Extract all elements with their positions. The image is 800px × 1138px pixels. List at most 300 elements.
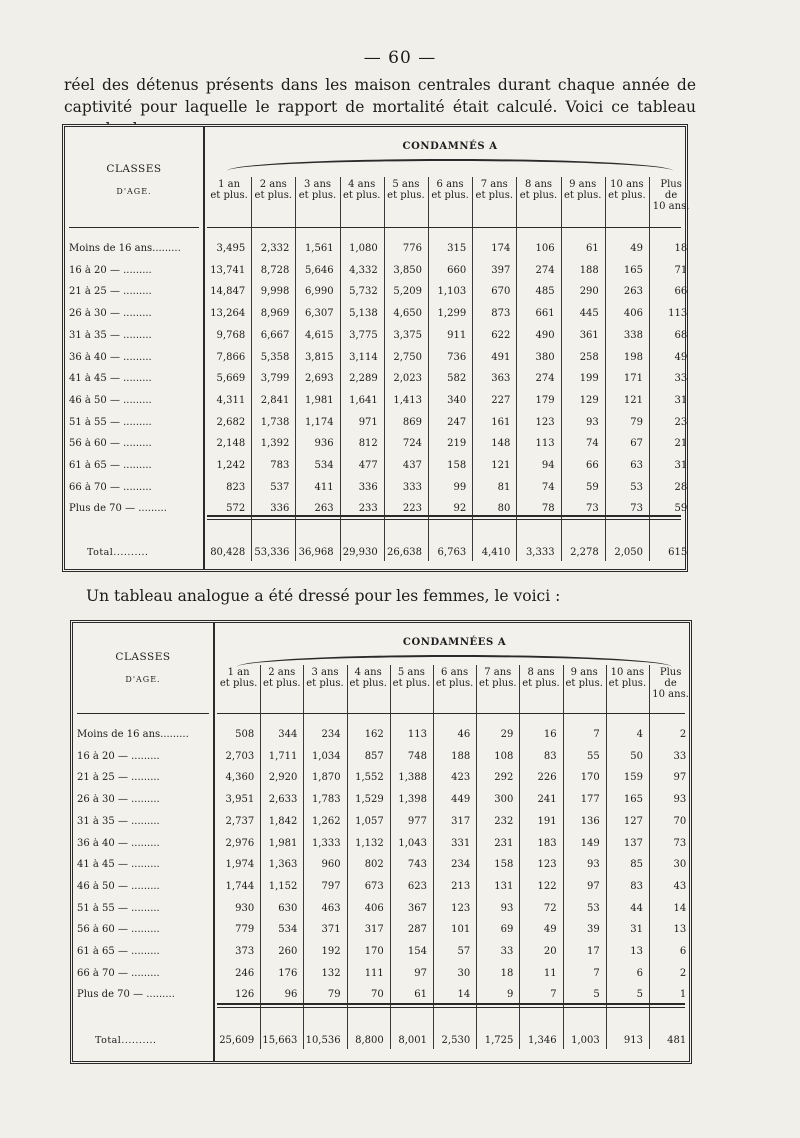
table-cell: 31 (674, 394, 688, 406)
table-cell: 2,148 (216, 438, 246, 450)
table-cell: 930 (235, 902, 255, 914)
table-cell: 70 (371, 989, 384, 1001)
table-cell: 5,358 (260, 351, 290, 363)
table-cell: 397 (491, 264, 511, 276)
row-label: 36 à 40 — ......... (69, 351, 152, 363)
table-cell: 97 (414, 967, 427, 979)
column-header: 8 ans et plus. (522, 667, 560, 689)
table-cell: 126 (235, 989, 255, 1001)
column-header: 4 ans et plus. (349, 667, 387, 689)
table-cell: 5,209 (393, 286, 422, 298)
table-cell: 1,363 (268, 859, 298, 871)
table-cell: 1,152 (268, 880, 298, 892)
table-cell: 7,866 (216, 351, 246, 363)
table-cell: 132 (321, 967, 341, 979)
table-cell: 85 (630, 859, 643, 871)
table-cell: 61 (586, 243, 599, 254)
page-number: — 60 — (363, 48, 437, 68)
table-cell: 776 (402, 243, 422, 254)
group-brace (227, 159, 673, 171)
table-cell: 797 (321, 880, 341, 892)
column-header: 1 an et plus. (210, 179, 248, 201)
table-cell: 67 (630, 438, 643, 450)
table-cell: 2,289 (349, 373, 378, 385)
total-cell: 3,333 (525, 547, 555, 558)
table-cell: 2,693 (304, 373, 334, 385)
table-cell: 23 (674, 416, 688, 428)
table-cell: 33 (500, 946, 514, 957)
row-label: 31 à 35 — ......... (69, 329, 152, 341)
table-cell: 30 (673, 859, 687, 871)
table-cell: 33 (674, 373, 688, 385)
table-cell: 44 (630, 902, 643, 914)
table-cell: 367 (407, 902, 427, 914)
table-cell: 148 (491, 438, 511, 450)
table-cell: 2,750 (393, 351, 422, 363)
table-cell: 1,174 (304, 416, 334, 428)
table-cell: 127 (623, 815, 643, 827)
table-cell: 80 (497, 503, 511, 515)
column-header: 7 ans et plus. (475, 179, 514, 201)
classes-label: CLASSES (115, 651, 171, 663)
table-cell: 14 (673, 902, 687, 914)
table-cell: 179 (535, 394, 555, 406)
column-header: 3 ans et plus. (298, 179, 337, 201)
table-cell: 1,242 (216, 460, 246, 471)
table-cell: 72 (543, 902, 557, 914)
table-cell: 121 (491, 460, 511, 471)
row-label: 41 à 45 — ......... (77, 859, 160, 871)
table-cell: 4 (636, 729, 643, 740)
table-cell: 1,299 (437, 308, 467, 320)
table-cell: 165 (623, 794, 643, 806)
table-cell: 274 (535, 373, 555, 385)
table-cell: 802 (364, 859, 384, 871)
table-cell: 96 (284, 989, 298, 1001)
table-cell: 331 (451, 837, 471, 849)
total-cell: 615 (668, 547, 688, 558)
table-cell: 73 (586, 503, 599, 515)
column-header: 2 ans et plus. (254, 179, 293, 201)
table-cell: 57 (457, 946, 471, 957)
total-cell: 4,410 (481, 547, 511, 558)
table-cell: 260 (278, 946, 298, 957)
table-cell: 661 (535, 308, 555, 320)
table-cell: 18 (674, 243, 688, 254)
row-label: 51 à 55 — ......... (77, 902, 160, 914)
row-label: 36 à 40 — ......... (77, 837, 160, 849)
column-header: 10 ans et plus. (608, 179, 646, 201)
total-cell: 15,663 (262, 1035, 298, 1046)
row-label: 21 à 25 — ......... (69, 286, 152, 298)
table-cell: 363 (491, 373, 511, 385)
table-cell: 823 (226, 481, 246, 493)
table-cell: 2,841 (260, 394, 290, 406)
table-cell: 14 (457, 989, 471, 1001)
column-header: 6 ans et plus. (435, 667, 474, 689)
table-cell: 1,529 (355, 794, 384, 806)
table-cell: 69 (500, 924, 514, 936)
table-cell: 9,768 (216, 329, 246, 341)
table-cell: 99 (453, 481, 467, 493)
column-header: 6 ans et plus. (431, 179, 469, 201)
table-cell: 247 (447, 416, 467, 428)
table-cell: 113 (668, 308, 688, 320)
table-cell: 55 (587, 750, 600, 762)
table-cell: 263 (623, 286, 643, 298)
table-cell: 743 (407, 859, 427, 871)
column-header: 2 ans et plus. (263, 667, 301, 689)
table-cell: 101 (451, 924, 471, 936)
table-cell: 1,842 (268, 815, 298, 827)
table-cell: 50 (630, 750, 643, 762)
table-cell: 1,388 (398, 772, 427, 784)
table-cell: 18 (500, 967, 514, 979)
table-cell: 170 (580, 772, 600, 784)
total-separator (207, 515, 681, 517)
table-cell: 449 (451, 794, 471, 806)
table-cell: 936 (314, 438, 334, 450)
table-cell: 63 (630, 460, 643, 471)
table-cell: 977 (407, 815, 427, 827)
table-cell: 46 (457, 729, 471, 740)
table-cell: 5,732 (349, 286, 378, 298)
row-label: 16 à 20 — ......... (77, 750, 160, 762)
table-cell: 2,633 (268, 794, 298, 806)
column-header: 9 ans et plus. (565, 667, 603, 689)
total-cell: 8,800 (355, 1035, 384, 1046)
table-cell: 8,969 (260, 308, 290, 320)
table-cell: 1,870 (311, 772, 341, 784)
classes-label: CLASSES (106, 163, 162, 175)
table-cell: 338 (623, 329, 643, 341)
row-label: Moins de 16 ans......... (69, 243, 181, 254)
table-cell: 31 (674, 460, 688, 471)
table-cell: 176 (278, 967, 298, 979)
table-cell: 9 (507, 989, 514, 1001)
header-underline (207, 227, 681, 228)
table-cell: 582 (447, 373, 467, 385)
table-cell: 74 (586, 438, 599, 450)
table-cell: 724 (402, 438, 422, 450)
table-cell: 491 (491, 351, 511, 363)
total-cell: 2,050 (614, 547, 643, 558)
table-cell: 258 (579, 351, 599, 363)
table-cell: 1,974 (225, 859, 255, 871)
table-cell: 3,775 (349, 329, 378, 341)
total-cell: 10,536 (305, 1035, 341, 1046)
column-header: 8 ans et plus. (519, 179, 558, 201)
table-cell: 971 (358, 416, 378, 428)
table-cell: 673 (364, 880, 384, 892)
table-cell: 49 (674, 351, 688, 363)
table-cell: 159 (623, 772, 643, 784)
table-cell: 630 (278, 902, 298, 914)
table-cell: 49 (543, 924, 557, 936)
table-cell: 53 (630, 481, 643, 493)
table-cell: 3,799 (260, 373, 290, 385)
table-cell: 191 (537, 815, 557, 827)
total-separator-2 (217, 1007, 685, 1008)
total-cell: 6,763 (437, 547, 467, 558)
table-cell: 188 (579, 264, 599, 276)
table-cell: 437 (402, 460, 422, 471)
total-cell: 1,725 (484, 1035, 514, 1046)
table-cell: 911 (447, 329, 467, 341)
table-cell: 53 (587, 902, 600, 914)
table-cell: 7 (593, 729, 600, 740)
row-label: 16 à 20 — ......... (69, 264, 152, 276)
table-cell: 92 (453, 503, 467, 515)
total-cell: 1,003 (571, 1035, 600, 1046)
total-cell: 1,346 (527, 1035, 557, 1046)
classes-header-rule (77, 713, 209, 714)
table-cell: 287 (407, 924, 427, 936)
table-cell: 290 (579, 286, 599, 298)
table-cell: 61 (414, 989, 427, 1001)
table-cell: 174 (491, 243, 511, 254)
table-cell: 13 (673, 924, 687, 936)
classes-header-rule (69, 227, 199, 228)
table-cell: 17 (587, 946, 600, 957)
table-cell: 317 (451, 815, 471, 827)
table-cell: 748 (407, 750, 427, 762)
table-cell: 1,641 (349, 394, 378, 406)
table-cell: 113 (407, 729, 427, 740)
table-cell: 113 (535, 438, 555, 450)
row-label: 41 à 45 — ......... (69, 373, 152, 385)
total-cell: 2,530 (441, 1035, 471, 1046)
table-cell: 7 (550, 989, 557, 1001)
table-cell: 1,981 (268, 837, 298, 849)
table-cell: 3,114 (349, 351, 378, 363)
table-cell: 485 (535, 286, 555, 298)
table-cell: 123 (535, 416, 555, 428)
table-cell: 161 (491, 416, 511, 428)
table-cell: 171 (623, 373, 643, 385)
table-cell: 622 (491, 329, 511, 341)
table-cell: 129 (579, 394, 599, 406)
table-cell: 199 (579, 373, 599, 385)
table-cell: 8,728 (260, 264, 290, 276)
table-cell: 226 (537, 772, 557, 784)
table-cell: 234 (451, 859, 471, 871)
table-cell: 2,703 (225, 750, 255, 762)
table-cell: 111 (364, 967, 384, 979)
table-cell: 361 (579, 329, 599, 341)
column-header: Plus de 10 ans. (652, 179, 690, 212)
group-title: CONDAMNÉES A (402, 637, 507, 648)
table-cell: 66 (674, 286, 688, 298)
table-cell: 121 (623, 394, 643, 406)
row-label: Plus de 70 — ......... (69, 503, 167, 515)
age-label: D'AGE. (125, 675, 161, 684)
table-cell: 315 (447, 243, 467, 254)
table-cell: 246 (235, 967, 255, 979)
table-cell: 340 (447, 394, 467, 406)
table-cell: 572 (226, 503, 246, 515)
table-cell: 192 (321, 946, 341, 957)
table-cell: 1,738 (260, 416, 290, 428)
table-cell: 3,375 (393, 329, 422, 341)
table-cell: 783 (270, 460, 290, 471)
table-cell: 336 (270, 503, 290, 515)
total-cell: 29,930 (342, 547, 378, 558)
total-cell: 2,278 (570, 547, 599, 558)
table-cell: 4,650 (393, 308, 422, 320)
total-cell: 25,609 (219, 1035, 255, 1046)
table-cell: 97 (587, 880, 600, 892)
table-cell: 219 (447, 438, 467, 450)
table-cell: 960 (321, 859, 341, 871)
table-cell: 857 (364, 750, 384, 762)
table-cell: 13,264 (210, 308, 246, 320)
table-cell: 170 (364, 946, 384, 957)
table-cell: 5,646 (304, 264, 334, 276)
table-cell: 508 (235, 729, 255, 740)
table-cell: 3,815 (304, 351, 334, 363)
table-cell: 13 (630, 946, 643, 957)
row-label: Plus de 70 — ......... (77, 989, 175, 1001)
total-cell: 80,428 (210, 547, 246, 558)
table-cell: 14,847 (210, 286, 246, 298)
table-cell: 4,360 (225, 772, 255, 784)
total-cell: 8,001 (398, 1035, 427, 1046)
table-cell: 122 (537, 880, 557, 892)
table-cell: 213 (451, 880, 471, 892)
women-table-caption: Un tableau analogue a été dressé pour les femmes, le voici : (86, 587, 561, 605)
table-cell: 4,311 (216, 394, 246, 406)
table-cell: 477 (358, 460, 378, 471)
table-cell: 537 (270, 481, 290, 493)
table-cell: 670 (491, 286, 511, 298)
total-label: Total.......... (87, 547, 149, 558)
table-cell: 7 (593, 967, 600, 979)
table-cell: 20 (543, 946, 557, 957)
table-cell: 93 (500, 902, 514, 914)
total-cell: 481 (667, 1035, 687, 1046)
column-header: 5 ans et plus. (392, 667, 431, 689)
table-cell: 79 (630, 416, 643, 428)
table-cell: 234 (321, 729, 341, 740)
table-cell: 198 (623, 351, 643, 363)
table-cell: 5,138 (349, 308, 378, 320)
table-cell: 1,103 (437, 286, 467, 298)
row-label: 66 à 70 — ......... (77, 967, 160, 979)
table-cell: 2,023 (393, 373, 422, 385)
table-cell: 263 (314, 503, 334, 515)
table-cell: 736 (447, 351, 467, 363)
table-cell: 812 (358, 438, 378, 450)
table-cell: 30 (457, 967, 471, 979)
table-cell: 445 (579, 308, 599, 320)
table-cell: 106 (535, 243, 555, 254)
column-header: 10 ans et plus. (608, 667, 647, 689)
table-cell: 423 (451, 772, 471, 784)
table-cell: 241 (537, 794, 557, 806)
table-cell: 1,080 (349, 243, 378, 254)
table-cell: 2,976 (225, 837, 255, 849)
table-cell: 83 (543, 750, 557, 762)
table-cell: 411 (314, 481, 334, 493)
column-header: 5 ans et plus. (387, 179, 425, 201)
table-cell: 373 (235, 946, 255, 957)
row-label: 56 à 60 — ......... (77, 924, 160, 936)
table-cell: 78 (541, 503, 555, 515)
table-cell: 1,981 (304, 394, 334, 406)
table-cell: 11 (543, 967, 557, 979)
row-label: 56 à 60 — ......... (69, 438, 152, 450)
table-cell: 183 (537, 837, 557, 849)
table-cell: 31 (630, 924, 643, 936)
table-cell: 73 (673, 837, 687, 849)
table-cell: 231 (494, 837, 514, 849)
table-cell: 490 (535, 329, 555, 341)
table-cell: 6,667 (260, 329, 290, 341)
table-cell: 43 (673, 880, 687, 892)
table-cell: 9,998 (260, 286, 290, 298)
row-label: 31 à 35 — ......... (77, 815, 160, 827)
table-cell: 1,744 (225, 880, 255, 892)
table-cell: 6,307 (304, 308, 334, 320)
table-cell: 13,741 (210, 264, 246, 276)
total-cell: 26,638 (386, 547, 422, 558)
table-cell: 4,332 (349, 264, 378, 276)
table-cell: 406 (364, 902, 384, 914)
table-cell: 223 (402, 503, 422, 515)
table-cell: 1,262 (311, 815, 341, 827)
table-cell: 5 (636, 989, 643, 1001)
table-cell: 233 (358, 503, 378, 515)
column-header: Plus de 10 ans. (652, 667, 689, 700)
table-cell: 1,392 (260, 438, 290, 450)
column-header: 4 ans et plus. (342, 179, 381, 201)
table-cell: 83 (630, 880, 643, 892)
table-cell: 1,711 (268, 750, 298, 762)
table-cell: 1,561 (304, 243, 334, 254)
column-header: 7 ans et plus. (479, 667, 517, 689)
row-label: 51 à 55 — ......... (69, 416, 152, 428)
table-cell: 158 (494, 859, 514, 871)
table-cell: 66 (586, 460, 599, 471)
intro-paragraph: réel des détenus présents dans les maison centrales durant chaque année de captivité pour laquelle le rapport de mortalité était calculé. Voici ce tableau (64, 76, 696, 116)
table-cell: 29 (500, 729, 514, 740)
total-label: Total.......... (95, 1035, 157, 1046)
table-cell: 1 (679, 989, 687, 1001)
table-cell: 74 (541, 481, 555, 493)
table-cell: 232 (494, 815, 514, 827)
table-cell: 28 (674, 481, 688, 493)
column-header: 9 ans et plus. (563, 179, 602, 201)
table-cell: 71 (674, 264, 688, 276)
total-cell: 36,968 (298, 547, 334, 558)
row-label: 46 à 50 — ......... (77, 880, 160, 892)
row-label: 61 à 65 — ......... (77, 946, 160, 957)
table-cell: 70 (673, 815, 687, 827)
table-cell: 1,057 (355, 815, 384, 827)
table-cell: 131 (494, 880, 514, 892)
table-cell: 3,495 (216, 243, 246, 254)
row-label: 46 à 50 — ......... (69, 394, 152, 406)
table-cell: 108 (494, 750, 514, 762)
table-cell: 2 (679, 967, 687, 979)
table-cell: 2,682 (216, 416, 246, 428)
table-cell: 3,951 (225, 794, 255, 806)
row-label: 66 à 70 — ......... (69, 481, 152, 493)
table-cell: 21 (674, 438, 688, 450)
table-cell: 869 (402, 416, 422, 428)
table-cell: 1,552 (355, 772, 384, 784)
